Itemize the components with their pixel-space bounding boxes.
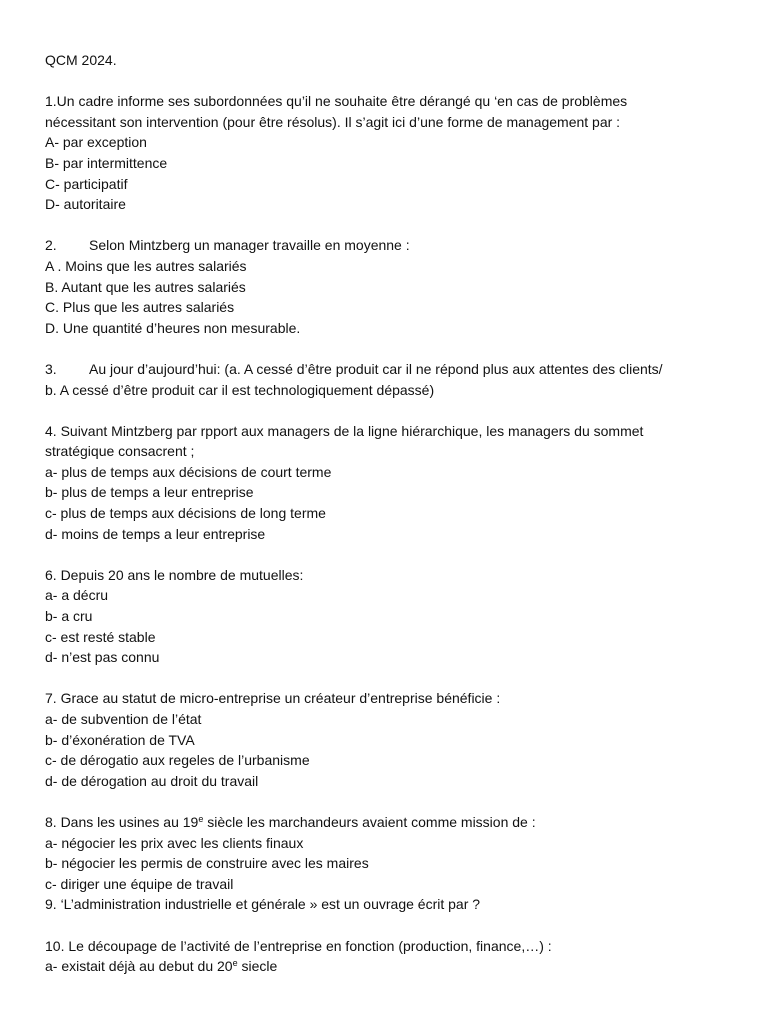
question-text: Selon Mintzberg un manager travaille en moyenne :: [89, 237, 410, 254]
answer-option: c- diriger une équipe de travail: [45, 875, 234, 892]
answer-option: B- par intermittence: [45, 154, 168, 171]
superscript: e: [232, 958, 238, 969]
answer-option: D. Une quantité d’heures non mesurable.: [45, 319, 301, 336]
question-text: 1.Un cadre informe ses subordonnées qu’il ne souhaite être dérangé qu ‘en cas de problèmes: [45, 93, 628, 110]
answer-option: d- n’est pas connu: [45, 649, 160, 666]
question-text: 8. Dans les usines au 19: [45, 813, 199, 830]
answer-option: A . Moins que les autres salariés: [45, 257, 247, 274]
answer-option: D- autoritaire: [45, 196, 126, 213]
answer-option: C- participatif: [45, 175, 128, 192]
answer-option: d- de dérogation au droit du travail: [45, 772, 259, 789]
answer-option: c- est resté stable: [45, 628, 156, 645]
answer-option: B. Autant que les autres salariés: [45, 278, 246, 295]
spacer: [45, 668, 725, 689]
question-text: 6. Depuis 20 ans le nombre de mutuelles:: [45, 566, 304, 583]
question-text-line: [45, 235, 725, 256]
answer-text: a- existait déjà au debut du 20: [45, 958, 233, 975]
question-1: [45, 91, 725, 215]
question-8: [45, 812, 725, 894]
question-number: 3.: [45, 360, 57, 377]
spacer: [45, 791, 725, 812]
question-3: [45, 359, 725, 400]
question-4: [45, 421, 725, 545]
answer-option: d- moins de temps a leur entreprise: [45, 525, 266, 542]
spacer: [45, 215, 725, 236]
spacer: [45, 400, 725, 421]
question-text: 9. ‘L’administration industrielle et générale » est un ouvrage écrit par ?: [45, 896, 481, 913]
answer-option: a- a décru: [45, 587, 109, 604]
answer-option: b- négocier les permis de construire avec les maires: [45, 855, 369, 872]
question-6: [45, 565, 725, 668]
question-9: [45, 894, 725, 915]
answer-option: a- négocier les prix avec les clients finaux: [45, 834, 304, 851]
question-text: Au jour d’aujourd’hui: (a. A cessé d’être produit car il ne répond plus aux attentes des clients/: [89, 360, 663, 377]
question-2: [45, 235, 725, 338]
question-text: 10. Le découpage de l’activité de l’entreprise en fonction (production, finance,…) :: [45, 937, 552, 954]
question-text-line: [45, 812, 725, 833]
question-number: 2.: [45, 237, 57, 254]
question-text: 4. Suivant Mintzberg par rpport aux managers de la ligne hiérarchique, les managers du sommet: [45, 422, 644, 439]
answer-option: [45, 956, 725, 977]
answer-option: a- plus de temps aux décisions de court terme: [45, 463, 332, 480]
answer-option: c- plus de temps aux décisions de long terme: [45, 505, 326, 522]
question-text: stratégique consacrent ;: [45, 443, 195, 460]
question-10: [45, 936, 725, 977]
spacer: [45, 915, 725, 936]
document-title: QCM 2024.: [45, 52, 117, 68]
answer-option: a- de subvention de l’état: [45, 711, 202, 727]
answer-option: C. Plus que les autres salariés: [45, 299, 235, 316]
question-text: 7. Grace au statut de micro-entreprise un créateur d’entreprise bénéficie :: [45, 690, 501, 707]
question-text-line: [45, 359, 725, 380]
answer-option: c- de dérogatio aux regeles de l’urbanisme: [45, 752, 310, 769]
superscript: e: [198, 813, 204, 824]
spacer: [45, 338, 725, 359]
question-text: siècle les marchandeurs avaient comme mission de :: [203, 813, 536, 830]
answer-option: b- plus de temps a leur entreprise: [45, 484, 254, 501]
spacer: [45, 544, 725, 565]
question-text: b. A cessé d’être produit car il est technologiquement dépassé): [45, 381, 435, 398]
question-text: nécessitant son intervention (pour être résolus). Il s’agit ici d’une forme de management par :: [45, 113, 621, 130]
answer-text: siecle: [237, 958, 278, 975]
document-body: [45, 50, 725, 977]
answer-option: b- d’éxonération de TVA: [45, 731, 195, 748]
spacer: [45, 71, 725, 92]
question-7: [45, 688, 725, 791]
answer-option: b- a cru: [45, 608, 93, 625]
answer-option: A- par exception: [45, 134, 147, 151]
